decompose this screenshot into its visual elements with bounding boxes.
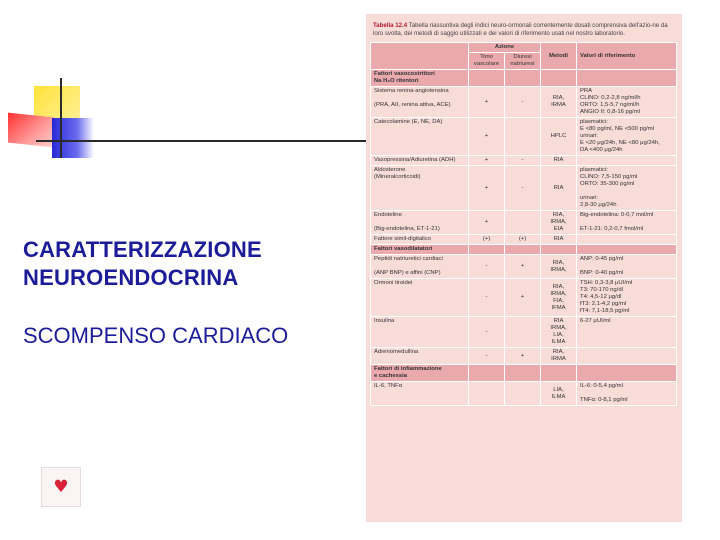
slide-subtitle: SCOMPENSO CARDIACO bbox=[23, 323, 289, 348]
cell-diuresi: - bbox=[505, 166, 541, 211]
table-row bbox=[371, 255, 677, 279]
cell-metodi: LIA, ILMA bbox=[541, 382, 577, 406]
header-tono: Tono vascolare bbox=[469, 53, 505, 70]
cell-valori bbox=[577, 156, 677, 166]
header-metodi: Metodi bbox=[541, 43, 577, 70]
header-valori: Valori di riferimento bbox=[577, 43, 677, 70]
table-row bbox=[371, 279, 677, 317]
cell-metodi: HPLC bbox=[541, 118, 577, 156]
heart-button[interactable] bbox=[41, 467, 81, 507]
section-filler-cell bbox=[469, 70, 505, 87]
table-row bbox=[371, 348, 677, 365]
cell-valori: ANP: 0-45 pg/ml BNP: 0-40 pg/ml bbox=[577, 255, 677, 279]
decorative-horizontal-line bbox=[36, 140, 366, 142]
cell-diuresi: + bbox=[505, 348, 541, 365]
cell-valori: TSH: 0,3-3,8 μUI/ml T3: 70-170 ng/dl T4: 4,5-12 μg/dl fT3: 2,1-4,2 pg/ml fT4: 7,1-18,5 pg/ml bbox=[577, 279, 677, 317]
cell-metodi: RIA bbox=[541, 156, 577, 166]
cell-indicator: Vasopressina/Adiuretina (ADH) bbox=[371, 156, 469, 166]
section-title: Fattori di infiammazione e cachessia bbox=[371, 365, 469, 382]
cell-indicator: Peptidi natriuretici cardiaci (ANP BNP) e affini (CNP) bbox=[371, 255, 469, 279]
section-filler-cell bbox=[469, 245, 505, 255]
cell-metodi: RIA bbox=[541, 235, 577, 245]
cell-diuresi bbox=[505, 317, 541, 348]
cell-diuresi: (+) bbox=[505, 235, 541, 245]
cell-diuresi: + bbox=[505, 279, 541, 317]
cell-tono bbox=[469, 382, 505, 406]
cell-tono: (+) bbox=[469, 235, 505, 245]
section-filler-cell bbox=[541, 365, 577, 382]
reference-table-panel bbox=[366, 14, 682, 522]
cell-diuresi: + bbox=[505, 255, 541, 279]
cell-valori bbox=[577, 235, 677, 245]
cell-tono: - bbox=[469, 348, 505, 365]
cell-tono: - bbox=[469, 255, 505, 279]
table-row bbox=[371, 118, 677, 156]
header-empty bbox=[371, 43, 469, 70]
cell-tono: + bbox=[469, 118, 505, 156]
slide-title-block bbox=[23, 236, 353, 350]
cell-valori: Big-endotelina: 0-0,7 mol/ml ET-1-21: 0,2-0,7 fmol/ml bbox=[577, 211, 677, 235]
cell-tono: - bbox=[469, 317, 505, 348]
section-filler-cell bbox=[577, 70, 677, 87]
cell-metodi: RIA, IRMA bbox=[541, 348, 577, 365]
section-title: Fattori vasocostrittori Na H₂O ritentori bbox=[371, 70, 469, 87]
cell-metodi: RIA, IRMA, bbox=[541, 255, 577, 279]
table-row bbox=[371, 211, 677, 235]
cell-diuresi: - bbox=[505, 87, 541, 118]
cell-valori: plasmatici: CLINO: 7,5-150 pg/ml ORTO: 35-300 pg/ml urinari: 2,8-30 μg/24h bbox=[577, 166, 677, 211]
cell-metodi: RIA, IRMA bbox=[541, 87, 577, 118]
table-row bbox=[371, 166, 677, 211]
section-row bbox=[371, 70, 677, 87]
section-filler-cell bbox=[577, 245, 677, 255]
section-filler-cell bbox=[469, 365, 505, 382]
cell-metodi: RIA bbox=[541, 166, 577, 211]
title-line-2: NEUROENDOCRINA bbox=[23, 265, 239, 290]
section-filler-cell bbox=[505, 365, 541, 382]
title-line-1: CARATTERIZZAZIONE bbox=[23, 237, 262, 262]
neurohormonal-table bbox=[370, 42, 677, 406]
section-row bbox=[371, 365, 677, 382]
table-row bbox=[371, 87, 677, 118]
table-row bbox=[371, 156, 677, 166]
cell-indicator: Fattore simil-digitalico bbox=[371, 235, 469, 245]
table-row bbox=[371, 317, 677, 348]
cell-metodi: RIA IRMA, LIA, ILMA bbox=[541, 317, 577, 348]
decorative-vertical-line bbox=[60, 78, 62, 158]
cell-indicator: Adrenomedullina bbox=[371, 348, 469, 365]
cell-valori: 6-27 μUI/ml bbox=[577, 317, 677, 348]
heart-icon: ♥ bbox=[53, 476, 69, 497]
cell-indicator: Sistema renina-angiotensina (PRA, AII, renina attiva, ACE) bbox=[371, 87, 469, 118]
section-filler-cell bbox=[505, 245, 541, 255]
decorative-blue-square bbox=[52, 118, 94, 158]
cell-indicator: Aldosterone (Mineralcorticoidi) bbox=[371, 166, 469, 211]
section-filler-cell bbox=[541, 245, 577, 255]
table-caption bbox=[373, 22, 678, 38]
cell-tono: + bbox=[469, 211, 505, 235]
header-diuresi: Diuresi natriuresi bbox=[505, 53, 541, 70]
section-title: Fattori vasodilatatori bbox=[371, 245, 469, 255]
cell-metodi: RIA, IRMA, EIA bbox=[541, 211, 577, 235]
cell-indicator: Catecolamine (E, NE, DA) bbox=[371, 118, 469, 156]
cell-tono: + bbox=[469, 156, 505, 166]
cell-valori bbox=[577, 348, 677, 365]
cell-indicator: Endoteline (Big-endotelina, ET-1-21) bbox=[371, 211, 469, 235]
header-azione: Azione bbox=[469, 43, 541, 53]
cell-metodi: RIA, IRMA, FIA, IFMA bbox=[541, 279, 577, 317]
cell-indicator: Ormoni tiroidei bbox=[371, 279, 469, 317]
section-row bbox=[371, 245, 677, 255]
section-filler-cell bbox=[541, 70, 577, 87]
cell-valori: IL-6: 0-5,4 pg/ml TNFα: 0-8,1 pg/ml bbox=[577, 382, 677, 406]
table-caption-label: Tabella 12.4 bbox=[373, 22, 408, 29]
cell-tono: - bbox=[469, 279, 505, 317]
section-filler-cell bbox=[577, 365, 677, 382]
cell-valori: PRA CLINO: 0,2-2,8 ng/ml/h ORTO: 1,5-5,7 ng/ml/h ANGIO II: 0,8-16 pg/ml bbox=[577, 87, 677, 118]
decorative-red-square bbox=[8, 113, 54, 148]
cell-indicator: Insulina bbox=[371, 317, 469, 348]
cell-diuresi bbox=[505, 382, 541, 406]
cell-diuresi: - bbox=[505, 156, 541, 166]
cell-tono: + bbox=[469, 87, 505, 118]
cell-diuresi bbox=[505, 211, 541, 235]
table-row bbox=[371, 235, 677, 245]
cell-indicator: IL-6, TNFα bbox=[371, 382, 469, 406]
table-caption-text: Tabella riassuntiva degli indici neuro-ormonali correntemente dosati comprensiva dell'azio-ne da loro svolta, dei metodi di saggio utilizzati e dei valori di riferimento usati nel nostro laboratorio. bbox=[373, 22, 668, 37]
cell-valori: plasmatici: E <80 pg/ml, NE <500 pg/ml urinari: E <20 μg/24h, NE <80 μg/24h, DA <400 μg/24h bbox=[577, 118, 677, 156]
cell-diuresi bbox=[505, 118, 541, 156]
section-filler-cell bbox=[505, 70, 541, 87]
cell-tono: + bbox=[469, 166, 505, 211]
table-row bbox=[371, 382, 677, 406]
